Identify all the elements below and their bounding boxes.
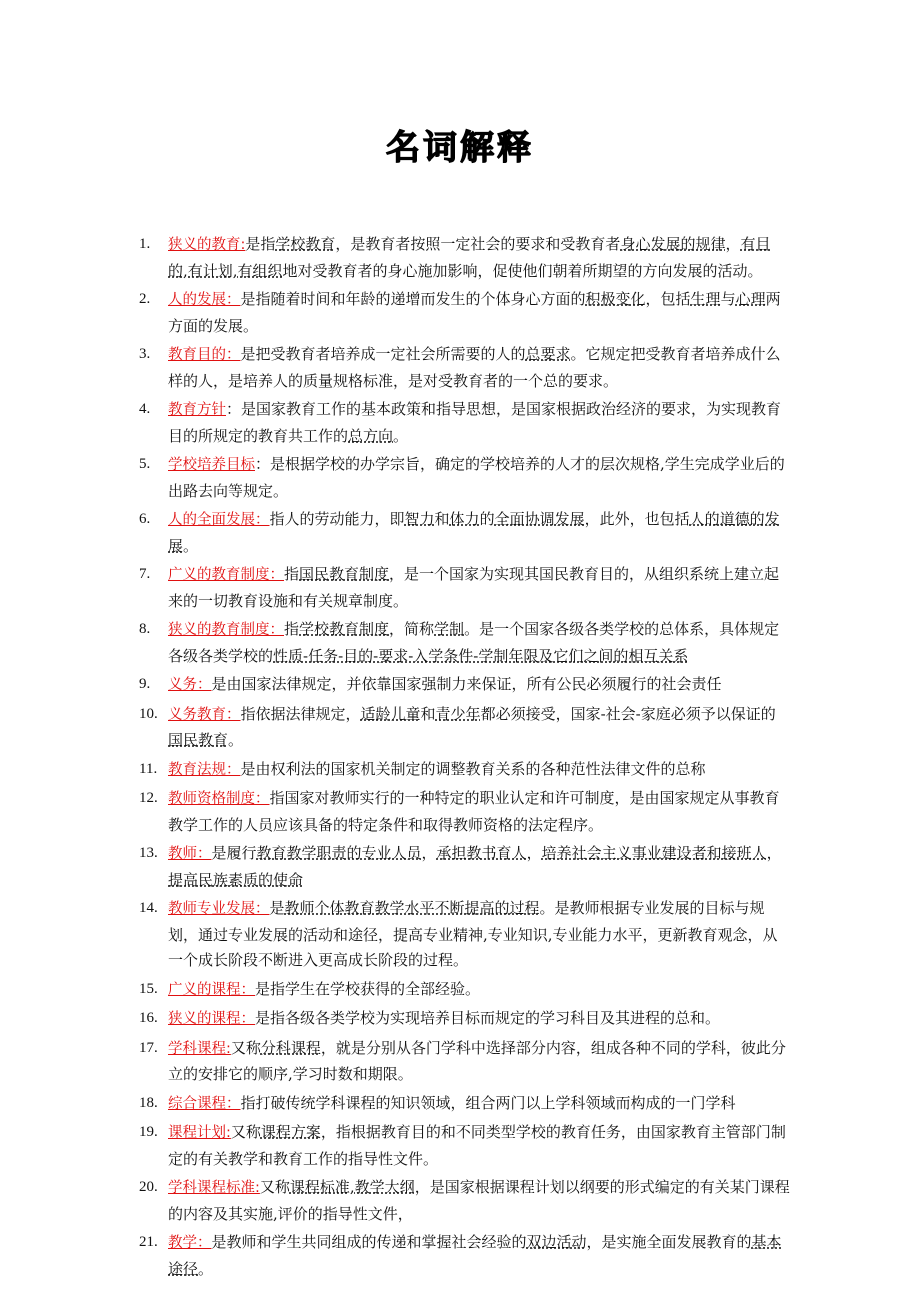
definition-item (130, 617, 790, 669)
item-number: 6. (139, 511, 151, 527)
key-phrase: 性质-任务-目的-要求-入学条件-学制年限及它们之间的相互关系 (273, 646, 689, 665)
definition-text: 。它规定把受教育者培养成什么样的人，是培养人的质量规格标准，是对受教育者的一个总的要求。 (168, 345, 781, 390)
key-phrase: 有目的,有计划,有组织 (168, 235, 771, 280)
definition-item (130, 757, 790, 784)
definition-item (130, 896, 790, 974)
definition-text: ，是国家根据课程计划以纲要的形式编定的有关某门课程的内容及其实施,评价的指导性文件， (168, 1178, 790, 1223)
key-phrase: 学制 (434, 620, 465, 638)
definition-text: 指打破传统学科课程的知识领域，组合两门以上学科领域而构成的一门学科 (240, 1093, 736, 1112)
term-label: 教师： (168, 846, 212, 862)
definition-item (130, 287, 790, 339)
definition-text: 是把受教育者培养成一定社会所需要的人的 (240, 345, 526, 363)
item-number: 16. (139, 1010, 158, 1026)
item-number: 15. (139, 980, 158, 997)
definition-text: ， (526, 844, 542, 862)
definition-item (130, 232, 790, 284)
term-label: 人的发展： (168, 292, 241, 308)
key-phrase: 学校教育 (275, 235, 336, 253)
term-label: 教师专业发展： (168, 901, 270, 917)
definition-item (130, 1120, 790, 1172)
key-phrase: 适龄儿童 (360, 704, 421, 723)
definition-text: 是履行 (211, 844, 257, 862)
definition-text: 指人的劳动能力，即 (269, 510, 405, 528)
definition-text: ，包括 (645, 290, 691, 308)
definition-text: 是由权利法的国家机关制定的调整教育关系的各种范性法律文件的总称 (240, 759, 706, 778)
item-number: 21. (139, 1234, 158, 1250)
term-label: 狭义的教育: (168, 237, 246, 253)
definition-item (130, 786, 790, 838)
term-label: 义务教育： (168, 706, 241, 723)
definition-text: 和 (420, 704, 436, 723)
definition-text: ：是根据学校的办学宗旨，确定的学校培养的人才的层次规格,学生完成学业后的出路去向等规定。 (168, 455, 785, 500)
definition-item (130, 452, 790, 504)
key-phrase: 学校教育制度 (299, 620, 390, 638)
item-number: 4. (139, 401, 151, 417)
definition-text: 。是教师根据专业发展的目标与规划，通过专业发展的活动和途径，提高专业精神,专业知识,专业能力水平，更新教育观念，从一个成长阶段不断进入更高成长阶段的过程。 (168, 899, 778, 969)
term-label: 学校培养目标 (168, 457, 255, 473)
key-phrase: 生理 (690, 290, 721, 308)
definition-text: 两方面的发展。 (168, 290, 781, 335)
item-number: 1. (139, 236, 151, 252)
term-label: 广义的教育制度： (168, 567, 284, 583)
item-number: 5. (139, 456, 151, 472)
definition-text: ，就是分别从各门学科中选择部分内容，组成各种不同的学科，彼此分立的安排它的顺序,学习时数和期限。 (168, 1038, 786, 1083)
definition-text: 是 (269, 899, 285, 917)
item-number: 19. (139, 1124, 158, 1140)
definition-list (130, 232, 790, 1285)
key-phrase: 总方向 (348, 426, 394, 445)
term-label: 课程计划: (168, 1125, 231, 1141)
term-label: 教师资格制度： (168, 791, 270, 807)
key-phrase: 教育教学职责的专业人员 (256, 844, 422, 862)
definition-text: 又称 (230, 1123, 261, 1141)
term-label: 教学： (168, 1235, 212, 1251)
item-number: 17. (139, 1039, 158, 1056)
item-number: 11. (139, 760, 158, 777)
definition-text: 是教师和学生共同组成的传递和掌握社会经验的 (211, 1233, 527, 1251)
definition-text: 是指 (245, 235, 276, 253)
key-phrase: 国民教育制度 (299, 565, 390, 583)
key-phrase: 基本途径 (168, 1233, 782, 1278)
definition-text: 。 (183, 536, 199, 555)
definition-item (130, 1230, 790, 1282)
definition-item (130, 1036, 790, 1088)
definition-text: 指依据法律规定， (240, 704, 361, 723)
definition-item (130, 342, 790, 394)
definition-text: 与 (720, 290, 736, 308)
item-number: 8. (139, 621, 151, 637)
key-phrase: 课程标准,教学大纲 (289, 1178, 415, 1196)
item-number: 13. (139, 845, 158, 861)
key-phrase: 国民教育 (168, 731, 229, 749)
definition-text: 又称 (230, 1038, 261, 1057)
definition-text: ，此外，也包括 (584, 510, 690, 528)
item-number: 7. (139, 566, 151, 582)
term-label: 学科课程: (168, 1040, 231, 1057)
definition-text: 是由国家法律规定，并依靠国家强制力来保证，所有公民必须履行的社会责任 (211, 675, 722, 693)
key-phrase: 身心发展的规律 (620, 235, 726, 253)
key-phrase: 双边活动 (526, 1233, 587, 1251)
item-number: 3. (139, 346, 151, 362)
key-phrase: 心理 (735, 290, 766, 308)
key-phrase: 课程方案 (260, 1123, 321, 1141)
key-phrase: 青少年 (435, 704, 481, 723)
definition-text: 是指各级各类学校为实现培养目标而规定的学习科目及其进程的总和。 (255, 1009, 721, 1027)
definition-text: 。 (228, 731, 244, 749)
term-label: 人的全面发展： (168, 512, 270, 528)
definition-item (130, 672, 790, 699)
term-label: 狭义的课程： (168, 1011, 255, 1027)
term-label: 狭义的教育制度： (168, 622, 284, 638)
item-number: 9. (139, 676, 151, 692)
definition-text: ， (766, 844, 782, 862)
key-phrase: 提高民族素质的使命 (168, 870, 304, 889)
definition-item (130, 841, 790, 893)
key-phrase: 教师个体教育教学水平不断提高的过程 (284, 899, 540, 917)
definition-item (130, 507, 790, 559)
definition-text: 的 (479, 510, 495, 528)
key-phrase: 分科课程 (260, 1038, 321, 1057)
definition-item (130, 1175, 790, 1227)
term-label: 教育法规： (168, 761, 241, 778)
key-phrase: 全面协调发展 (494, 510, 585, 528)
definition-item (130, 562, 790, 614)
definition-text: 又称 (259, 1178, 290, 1196)
definition-text: ，指根据教育目的和不同类型学校的教育任务，由国家教育主管部门制定的有关教学和教育工作的指导性文件。 (168, 1123, 786, 1168)
definition-item (130, 397, 790, 449)
definition-text: 是指随着时间和年龄的递增而发生的个体身心方面的 (240, 290, 586, 308)
definition-text: 指 (284, 620, 300, 638)
definition-item (130, 977, 790, 1004)
definition-text: 指国家对教师实行的一种特定的职业认定和许可制度，是由国家规定从事教育教学工作的人员应该具备的特定条件和取得教师资格的法定程序。 (168, 789, 780, 834)
definition-text: 。 (198, 1259, 214, 1278)
definition-text: 指 (284, 565, 300, 583)
definition-text: 。是一个国家各级各类学校的总体系，具体规定各级各类学校的 (168, 620, 780, 665)
key-phrase: 体力 (449, 510, 480, 528)
definition-text: ，是一个国家为实现其国民教育目的，从组织系统上建立起来的一切教育设施和有关规章制度。 (168, 565, 780, 610)
term-label: 广义的课程： (168, 981, 255, 998)
key-phrase: 总要求 (525, 345, 571, 363)
item-number: 14. (139, 900, 158, 916)
definition-text: 和 (434, 510, 450, 528)
definition-text: ，简称 (389, 620, 435, 638)
definition-item (130, 1006, 790, 1033)
item-number: 12. (139, 790, 158, 806)
definition-text: ，是教育者按照一定社会的要求和受教育者 (335, 235, 621, 253)
term-label: 学科课程标准: (168, 1180, 260, 1196)
key-phrase: 积极变化 (585, 290, 646, 308)
page-title: 名词解释 (386, 128, 534, 168)
definition-text: 都必须接受，国家-社会-家庭必须予以保证的 (480, 704, 776, 723)
definition-item (130, 1091, 790, 1118)
definition-text: 地对受教育者的身心施加影响，促使他们朝着所期望的方向发展的活动。 (282, 261, 763, 280)
term-label: 综合课程： (168, 1095, 241, 1112)
item-number: 2. (139, 291, 151, 307)
term-label: 教育目的： (168, 347, 241, 363)
definition-text: ：是国家教育工作的基本政策和指导思想，是国家根据政治经济的要求，为实现教育目的所规定的教育共工作的 (168, 400, 782, 445)
definition-text: ，是实施全面发展教育的 (586, 1233, 752, 1251)
key-phrase: 培养社会主义事业建设者和接班人 (541, 844, 767, 862)
definition-text: 是指学生在学校获得的全部经验。 (255, 979, 481, 998)
definition-text: ， (725, 235, 741, 253)
item-number: 10. (139, 705, 158, 722)
definition-item (130, 702, 790, 754)
term-label: 教育方针 (168, 402, 226, 418)
item-number: 18. (139, 1094, 158, 1111)
term-label: 义务： (168, 677, 212, 693)
item-number: 20. (139, 1179, 158, 1195)
key-phrase: 人的道德的发展 (168, 510, 780, 555)
definition-text: ， (421, 844, 437, 862)
key-phrase: 承担教书育人 (436, 844, 527, 862)
definition-text: 。 (393, 426, 409, 445)
key-phrase: 智力 (404, 510, 435, 528)
